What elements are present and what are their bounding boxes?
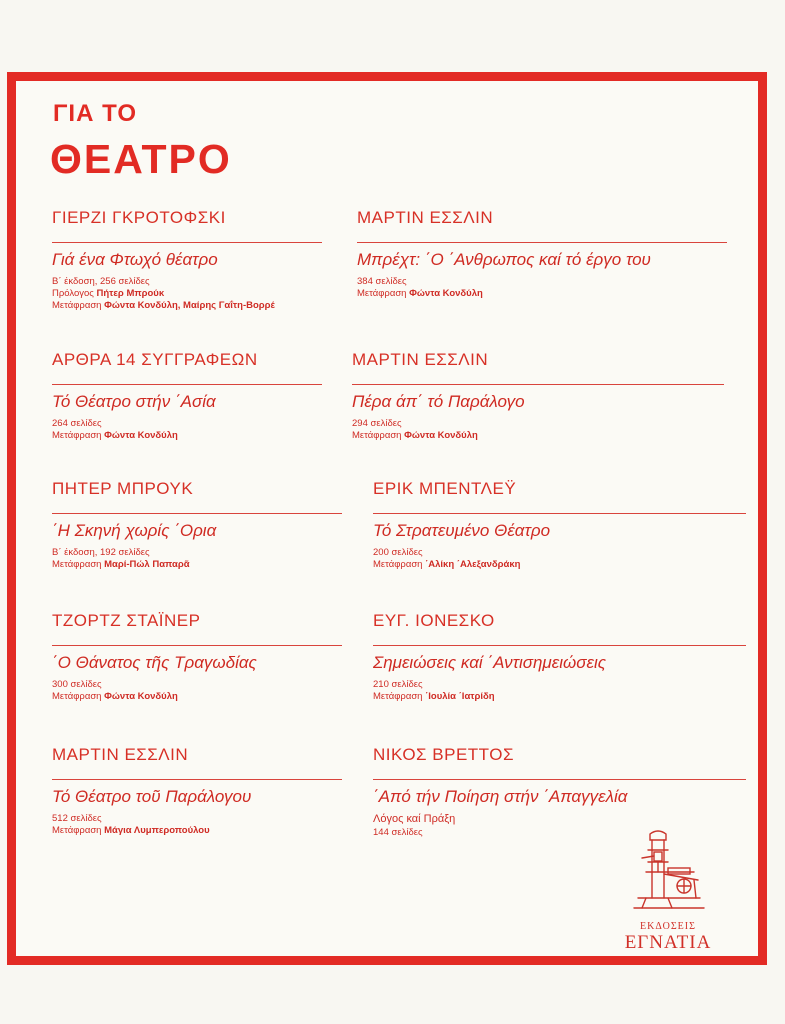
divider (52, 384, 322, 385)
book-entry (373, 745, 753, 839)
publisher-label-small: ΕΚΔΟΣΕΙΣ (640, 921, 696, 932)
printing-press-icon (628, 828, 708, 914)
book-meta-line: 200 σελίδες (373, 547, 423, 558)
heading-line-1: ΓΙΑ ΤΟ (53, 100, 137, 127)
book-meta-line: Β΄ έκδοση, 256 σελίδες (52, 276, 150, 287)
book-meta-line: 512 σελίδες (52, 813, 102, 824)
book-details (52, 813, 362, 837)
book-entry (52, 350, 362, 442)
book-title: Τό Στρατευμένο Θέατρο (373, 521, 551, 540)
book-entry (357, 208, 747, 300)
book-details (373, 679, 753, 703)
book-title: Γιά ένα Φτωχό θέατρο (52, 250, 218, 269)
credit-label: Μετάφραση (373, 559, 423, 570)
book-author: ΠΗΤΕΡ ΜΠΡΟΥΚ (52, 479, 194, 498)
book-author: ΕΥΓ. ΙΟΝΕΣΚΟ (373, 611, 495, 630)
book-entry (52, 745, 362, 837)
book-entry (52, 479, 362, 571)
credit-name: Φώντα Κονδύλη (404, 430, 478, 441)
book-author: ΕΡΙΚ ΜΠΕΝΤΛΕΫ (373, 479, 517, 498)
book-credit (373, 691, 753, 703)
book-details (52, 418, 362, 442)
book-title: ΄Από τήν Ποίηση στήν ΄Απαγγελία (373, 787, 628, 806)
book-author: ΜΑΡΤΙΝ ΕΣΣΛΙΝ (352, 350, 489, 369)
credit-label: Μετάφραση (52, 691, 102, 702)
book-entry (373, 479, 753, 571)
book-author: ΤΖΟΡΤΖ ΣΤΑΪΝΕΡ (52, 611, 201, 630)
credit-label: Μετάφραση (52, 559, 102, 570)
book-credit (357, 288, 747, 300)
divider (373, 645, 746, 646)
book-details (52, 547, 362, 571)
book-details (352, 418, 742, 442)
book-meta-line: 384 σελίδες (357, 276, 407, 287)
book-details (52, 276, 362, 312)
book-credit (52, 825, 362, 837)
publisher-logo (612, 828, 724, 954)
book-title: Τό Θέατρο στήν ΄Ασία (52, 392, 216, 411)
credit-name: Φώντα Κονδύλη (104, 691, 178, 702)
credit-label: Μετάφραση (52, 430, 102, 441)
book-credit (52, 288, 362, 300)
book-title: Μπρέχτ: ΄Ο ΄Ανθρωπος καί τό έργο του (357, 250, 651, 269)
book-meta-line: Β΄ έκδοση, 192 σελίδες (52, 547, 150, 558)
book-entry (52, 208, 362, 312)
divider (52, 779, 342, 780)
book-title: Τό Θέατρο τοῦ Παράλογου (52, 787, 252, 806)
book-credit (52, 430, 362, 442)
credit-label: Πρόλογος (52, 288, 94, 299)
book-details (373, 547, 753, 571)
credit-label: Μετάφραση (52, 825, 102, 836)
book-meta-line: 294 σελίδες (352, 418, 402, 429)
book-details (52, 679, 362, 703)
book-meta-line: 210 σελίδες (373, 679, 423, 690)
book-meta-line: 264 σελίδες (52, 418, 102, 429)
book-credit (373, 559, 753, 571)
credit-name: Φώντα Κονδύλη (104, 430, 178, 441)
book-details (357, 276, 747, 300)
divider (357, 242, 727, 243)
credit-name: Μαρί-Πώλ Παπαρᾶ (104, 559, 190, 570)
credit-label: Μετάφραση (352, 430, 402, 441)
book-entry (373, 611, 753, 703)
credit-label: Μετάφραση (52, 300, 102, 311)
book-credit (52, 691, 362, 703)
book-credit (52, 559, 362, 571)
book-entry (52, 611, 362, 703)
book-title: ΄Ο Θάνατος τῆς Τραγωδίας (52, 653, 257, 672)
book-meta-line: Λόγος καί Πράξη (373, 813, 456, 825)
divider (52, 242, 322, 243)
divider (373, 513, 746, 514)
credit-name: Πήτερ Μπρούκ (96, 288, 165, 299)
divider (52, 645, 342, 646)
credit-name: ΄Αλίκη ΄Αλεξανδράκη (425, 559, 521, 570)
divider (373, 779, 746, 780)
book-meta-line: 144 σελίδες (373, 827, 423, 838)
book-title: Πέρα άπ΄ τό Παράλογο (352, 392, 525, 411)
book-entry (352, 350, 742, 442)
book-meta-line: 300 σελίδες (52, 679, 102, 690)
heading-line-2: ΘΕΑΤΡΟ (50, 136, 232, 182)
book-credit (352, 430, 742, 442)
book-credit (52, 300, 362, 312)
divider (52, 513, 342, 514)
credit-name: Φώντα Κονδύλη (409, 288, 483, 299)
credit-name: Φώντα Κονδύλη, Μαίρης Γαΐτη-Βορρέ (104, 300, 275, 311)
book-author: ΝΙΚΟΣ ΒΡΕΤΤΟΣ (373, 745, 514, 764)
divider (352, 384, 724, 385)
publisher-name: ΕΓΝΑΤΙΑ (624, 932, 712, 953)
book-author: ΜΑΡΤΙΝ ΕΣΣΛΙΝ (357, 208, 494, 227)
book-title: Σημειώσεις καί ΄Αντισημειώσεις (373, 653, 606, 672)
book-author: ΑΡΘΡΑ 14 ΣΥΓΓΡΑΦΕΩΝ (52, 350, 258, 369)
book-author: ΓΙΕΡΖΙ ΓΚΡΟΤΟΦΣΚΙ (52, 208, 226, 227)
book-author: ΜΑΡΤΙΝ ΕΣΣΛΙΝ (52, 745, 189, 764)
credit-label: Μετάφραση (373, 691, 423, 702)
credit-label: Μετάφραση (357, 288, 407, 299)
book-title: ΄Η Σκηνή χωρίς ΄Ορια (52, 521, 217, 540)
credit-name: ΄Ιουλία ΄Ιατρίδη (425, 691, 495, 702)
credit-name: Μάγια Λυμπεροπούλου (104, 825, 210, 836)
